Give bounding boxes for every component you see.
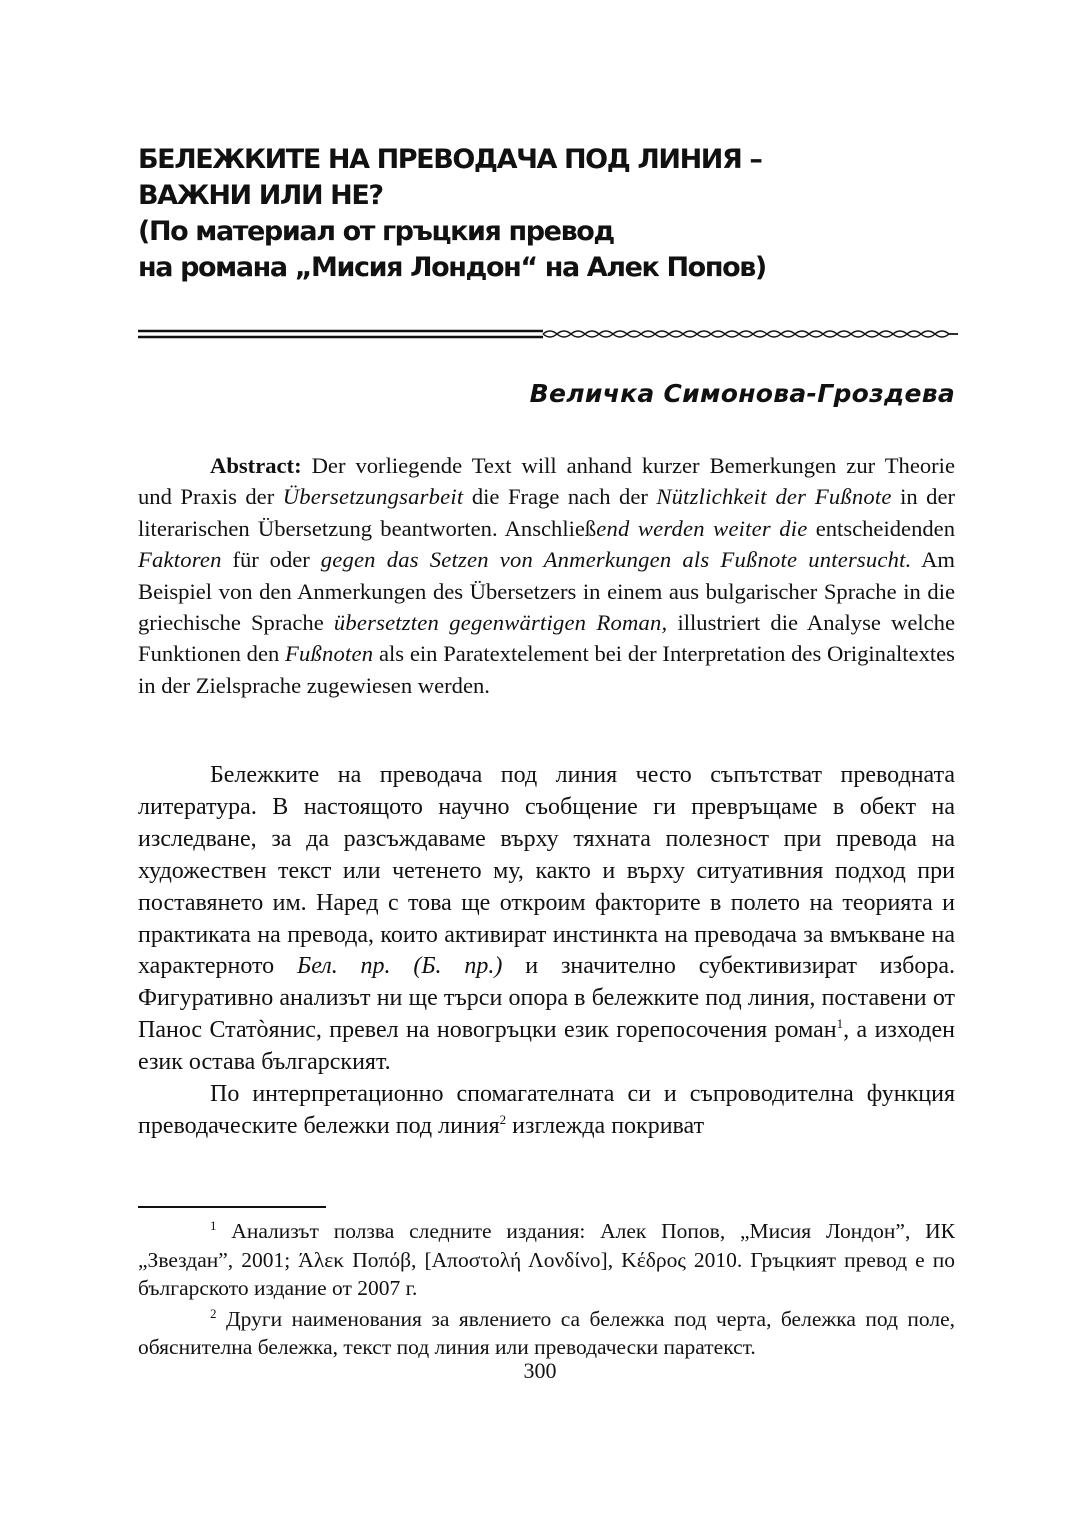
abstract-text: entscheidenden [807, 515, 955, 541]
footnote-marker[interactable]: 1 [836, 1016, 844, 1032]
abstract-emphasis: end werden weiter die [596, 515, 808, 541]
title-line: (По материал от гръцкия превод [138, 216, 614, 247]
body-text [138, 760, 955, 1143]
paragraph-text: и значително субективизират избора. Фигуративно анализът ни ще търси опора в бележките под линия, поставени от Панос Статòянис, превел на новогръцки език горепосочения роман [138, 953, 955, 1044]
footnote [138, 1305, 955, 1362]
abstract-label: Abstract: [210, 453, 302, 478]
abstract-text: illustriert die Analyse welche Funktionen den [138, 610, 956, 667]
abstract-emphasis: Faktoren [138, 547, 222, 573]
paragraph [138, 1079, 955, 1143]
paragraph-text: Бележките на преводача под линия често съпътстват преводната литература. В настоящото научно съобщение ги превръщаме в обект на изследване, за да разсъждаваме върху тяхната полезност при превода на художествен текст или четенето му, както и върху ситуативния подход при поставянето им. Наред с това ще откроим факторите в полето на теорията и практиката на превода, които активират инстинкта на преводача за вмъкване на характерното [138, 762, 955, 980]
abstract-text: Am Beispiel von den Anmerkungen des Übersetzers in einem aus bulgarischer Sprache in die griechische Sprache [138, 547, 956, 636]
abstract-emphasis: Übersetzungsarbeit [282, 484, 464, 510]
abstract-emphasis: gegen das Setzen von Anmerkungen als Fußnote untersucht. [320, 547, 912, 573]
abstract-text: für oder [221, 547, 321, 573]
paragraph-emphasis: Бел. пр. (Б. пр.) [297, 953, 503, 980]
footnote-text: Анализът ползва следните издания: Алек Попов, „Мисия Лондон”, ИК „Звездан”, 2001; Άλεκ Ποπόβ, [Αποστολή Λονδίνο], Κέδρος 2010. Гръцкият превод е по българското издание от 2007 г. [138, 1219, 955, 1300]
abstract-emphasis: Fußnoten [285, 641, 374, 667]
paragraph-text: По интерпретационно спомагателната си и съпроводителна функция преводаческите бележки под линия [138, 1081, 955, 1139]
abstract [138, 450, 955, 701]
footnotes [138, 1217, 955, 1364]
title-line: БЕЛЕЖКИТЕ НА ПРЕВОДАЧА ПОД ЛИНИЯ – [138, 144, 762, 175]
abstract-emphasis: Nützlichkeit der Fußnote [656, 484, 892, 510]
article-title [138, 142, 958, 286]
author-name: Величка Симонова-Гроздева [529, 379, 955, 408]
footnote-marker[interactable]: 2 [499, 1111, 507, 1127]
abstract-emphasis: übersetzten gegenwärtigen Roman, [333, 610, 668, 636]
abstract-text: in der literarischen Übersetzung beantworten. Anschließ [138, 484, 955, 541]
footnote-number: 2 [210, 1305, 217, 1321]
footnote-text: Други наименования за явлението са бележка под черта, бележка под поле, обяснителна бележка, текст под линия или преводачески паратекст. [138, 1306, 955, 1359]
decorative-divider [138, 326, 958, 342]
abstract-text: Der vorliegende Text will anhand kurzer Bemerkungen zur Theorie und Praxis der [138, 453, 955, 510]
title-line: ВАЖНИ ИЛИ НЕ? [138, 180, 383, 211]
paragraph-text: , а изходен език остава българският. [138, 1017, 956, 1076]
page-number: 300 [523, 1358, 557, 1383]
footnote-separator [138, 1206, 326, 1208]
paragraph [138, 760, 955, 1079]
footnote [138, 1217, 955, 1303]
paragraph-text: изглежда покриват [506, 1112, 705, 1139]
footnote-number: 1 [210, 1217, 217, 1233]
title-line: на романа „Мисия Лондон“ на Алек Попов) [138, 252, 766, 283]
abstract-text: die Frage nach der [463, 484, 657, 510]
abstract-text: als ein Paratextelement bei der Interpretation des Originaltextes in der Zielsprache zugewiesen werden. [138, 641, 955, 698]
